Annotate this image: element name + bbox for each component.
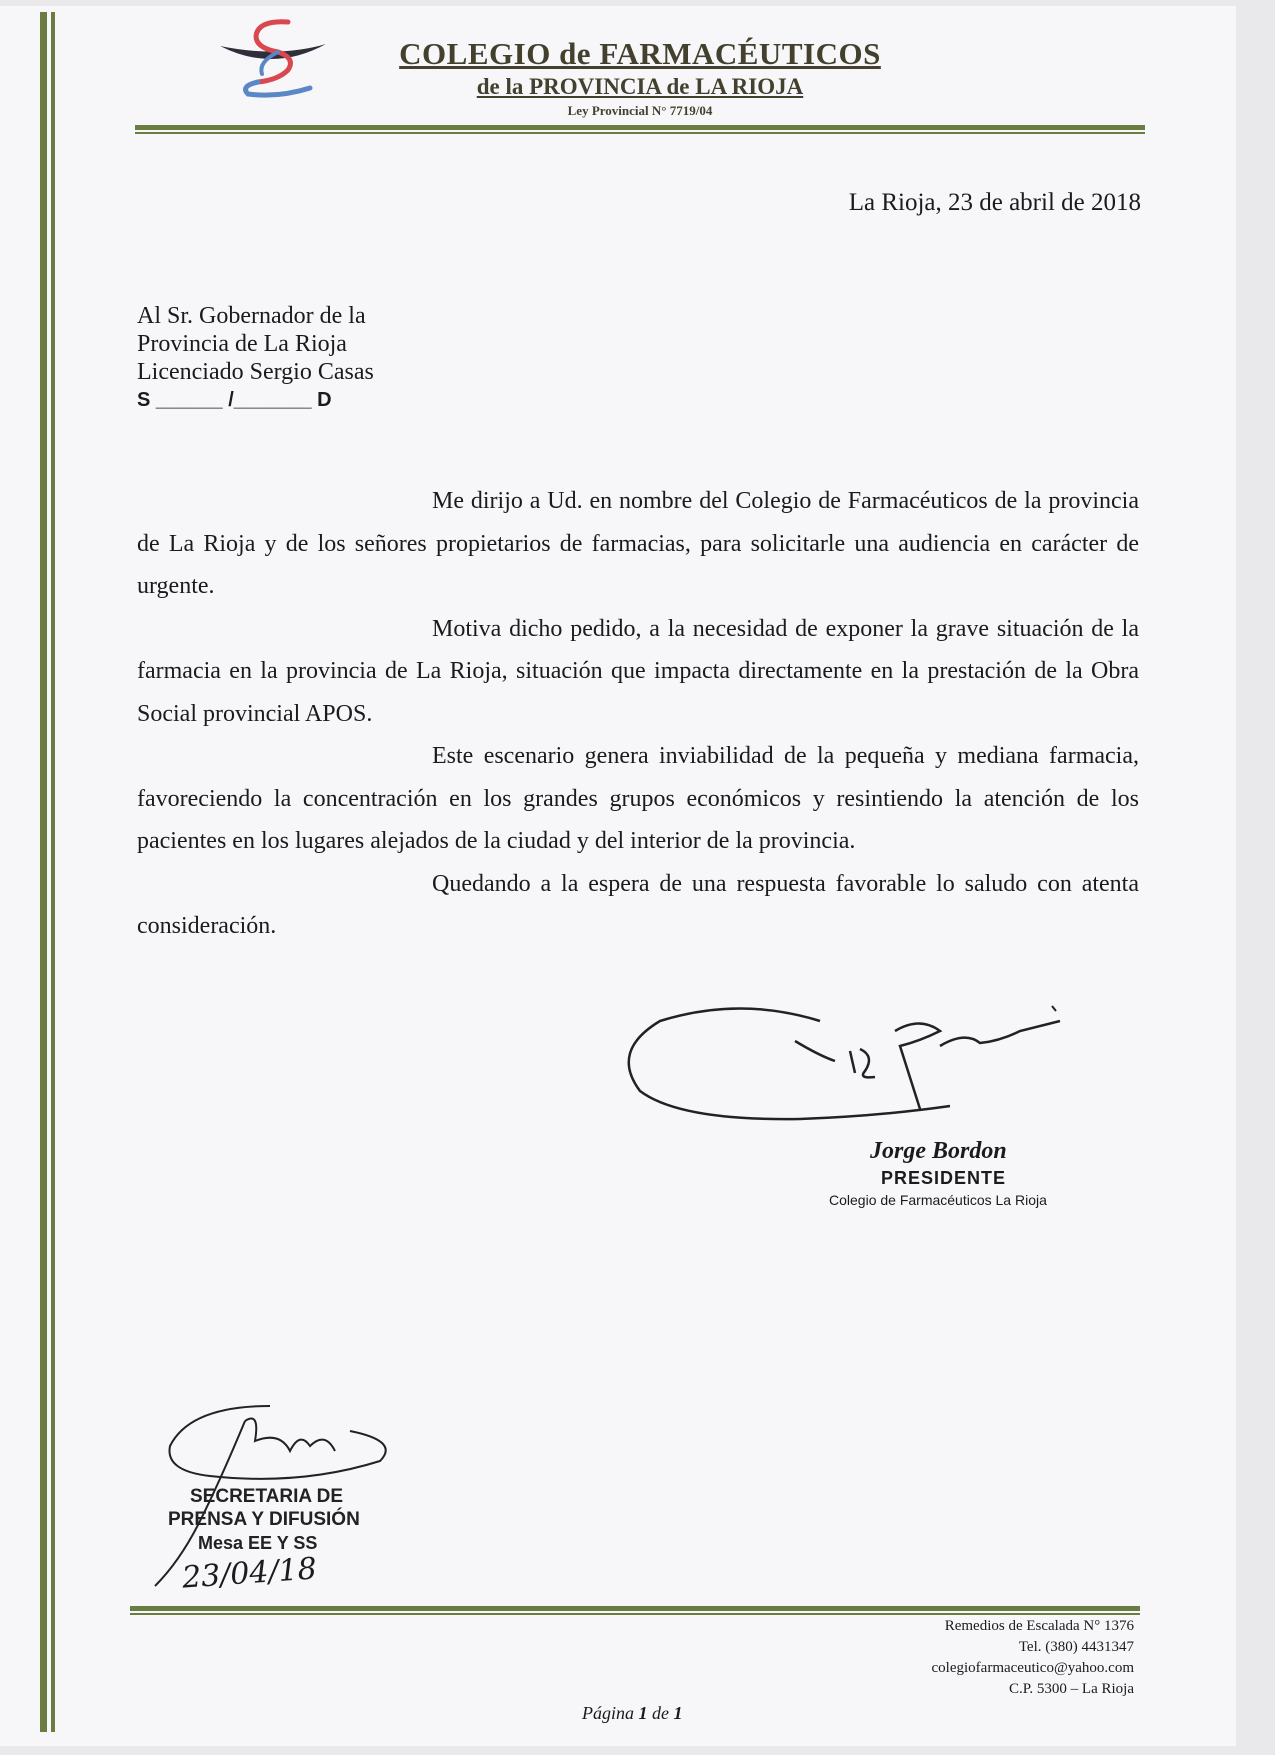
stamp-line-3: Mesa EE Y SS [198, 1533, 318, 1553]
letter-date: La Rioja, 23 de abril de 2018 [848, 189, 1141, 216]
header-rule [135, 125, 1145, 130]
body-paragraph-3: Este escenario genera inviabilidad de la pequeña y mediana farmacia, favoreciendo la concentración en los grandes grupos económicos y resintiendo la atención de los pacientes en los lugares alejados de la ciudad y del interior de la provincia. [137, 743, 1139, 854]
page-total: 1 [673, 1703, 683, 1723]
provincial-law: Ley Provincial N° 7719/04 [567, 103, 713, 118]
header-rule-thin [135, 132, 1145, 134]
contact-email: colegiofarmaceutico@yahoo.com [931, 1660, 1134, 1676]
president-signature-icon [620, 1001, 1070, 1141]
contact-phone: Tel. (380) 4431347 [1018, 1639, 1134, 1655]
left-border-thick [40, 12, 47, 1732]
signer-organization: Colegio de Farmacéuticos La Rioja [829, 1192, 1047, 1208]
footer-rule [130, 1606, 1140, 1611]
organization-name: COLEGIO de FARMACÉUTICOS [399, 36, 881, 71]
left-border-thin [51, 12, 55, 1732]
contact-postal: C.P. 5300 – La Rioja [1008, 1681, 1134, 1697]
addressee-line-3: Licenciado Sergio Casas [137, 359, 374, 385]
addressee-line-4: S ______ /_______ D [137, 389, 332, 411]
organization-province: de la PROVINCIA de LA RIOJA [476, 74, 804, 99]
contact-block [932, 1616, 1134, 1700]
stamp-line-2: PRENSA Y DIFUSIÓN [168, 1509, 360, 1530]
stamp-date: 23/04/18 [180, 1551, 318, 1596]
pharmacy-snake-logo-icon [218, 18, 330, 100]
addressee-block [137, 302, 374, 414]
contact-address: Remedios de Escalada N° 1376 [944, 1618, 1134, 1634]
stamp-line-1: SECRETARIA DE [190, 1486, 344, 1507]
body-paragraph-4: Quedando a la espera de una respuesta favorable lo saludo con atenta consideración. [137, 870, 1139, 939]
footer-rule-thin [130, 1613, 1140, 1615]
page-number [582, 1703, 683, 1724]
signer-role: PRESIDENTE [881, 1168, 1007, 1188]
body-paragraph-1: Me dirijo a Ud. en nombre del Colegio de Farmacéuticos de la provincia de La Rioja y de los señores propietarios de farmacias, para solicitarle una audiencia en carácter de urgente. [137, 488, 1139, 599]
letter-body [137, 480, 1139, 948]
addressee-line-1: Al Sr. Gobernador de la [137, 303, 366, 329]
page-of: de [652, 1703, 669, 1723]
signer-name: Jorge Bordon [870, 1138, 1007, 1164]
addressee-line-2: Provincia de La Rioja [137, 331, 347, 357]
page-current: 1 [638, 1703, 648, 1723]
letter-page [0, 6, 1236, 1746]
body-paragraph-2: Motiva dicho pedido, a la necesidad de exponer la grave situación de la farmacia en la provincia de La Rioja, situación que impacta directamente en la prestación de la Obra Social provincial APOS. [137, 615, 1139, 727]
page-label: Página [582, 1703, 634, 1723]
